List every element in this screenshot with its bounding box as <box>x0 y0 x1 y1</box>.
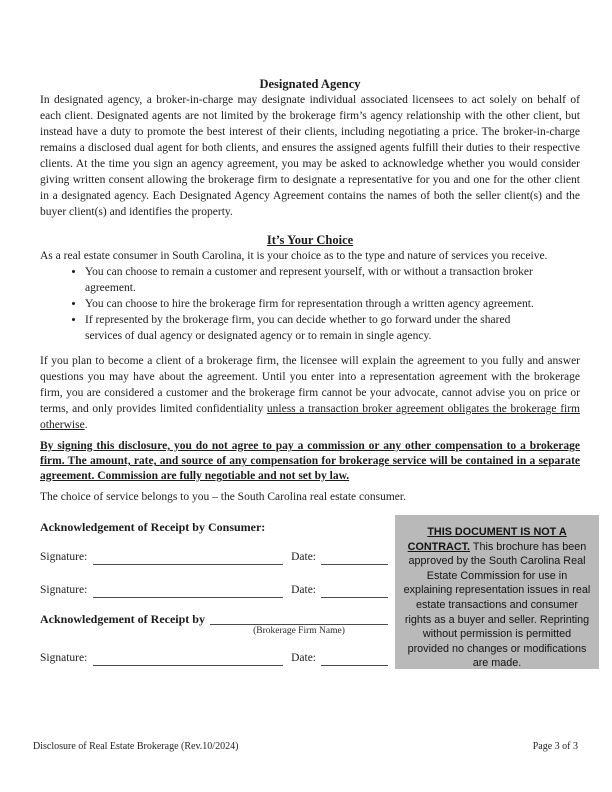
signature-row-consumer-2 <box>40 582 388 598</box>
paragraph-client-explanation-tail: . <box>84 419 88 431</box>
bullet-item-hire-firm: • You can choose to hire the brokerage firm for representation through a written agency agreement. <box>85 296 580 312</box>
acknowledgement-section <box>40 519 388 666</box>
date-label: Date: <box>291 652 316 664</box>
paragraph-designated-agency: In designated agency, a broker-in-charge may designate individual associated licensees to act solely on behalf of each client. Designated agents are not limited by the brokerage firm’s agency relationship with the other client, but instead have a duty to promote the best interest of their clients, including negotiating a price. The broker-in-charge remains a disclosed dual agent for both clients, and ensures the assigned agents fulfill their duties to their respective clients. At the time you sign an agency agreement, you may be asked to acknowledge whether you would consider giving written consent allowing the brokerage firm to designate a representative for you and one for the other client in a designated agency. Each Designated Agency Agreement contains the names of both the seller client(s) and the buyer client(s) and identifies the property. <box>40 94 580 218</box>
signature-row-firm <box>40 650 388 666</box>
signature-label: Signature: <box>40 551 88 563</box>
brokerage-firm-name-field <box>210 611 388 638</box>
paragraph-commission-disclosure: By signing this disclosure, you do not agree to pay a commission or any other compensation to a brokerage firm. The amount, rate, and source of any compensation for brokerage service will be contained in a separate agreement. Commission are fully negotiable and not set by law. <box>40 440 580 482</box>
bullet-item-representation: • If represented by the brokerage firm, you can decide whether to go forward under the shared services of dual agency or designated agency or to remain in single agency. <box>85 312 580 344</box>
footer-page-number: Page 3 of 3 <box>532 741 578 752</box>
section-heading-designated-agency: Designated Agency <box>259 77 361 91</box>
paragraph-choice-of-service: The choice of service belongs to you – the South Carolina real estate consumer. <box>40 491 406 503</box>
acknowledgement-firm-row <box>40 611 388 638</box>
date-line <box>321 551 388 565</box>
notice-body: This brochure has been approved by the South Carolina Real Estate Commission for use in explaining representation issues in real estate transactions and consumer rights as a buyer and seller. Reprinting without permission is permitted provided no changes or modifications are made. <box>403 540 591 670</box>
section-heading-its-your-choice: It’s Your Choice <box>266 233 354 247</box>
signature-row-consumer-1 <box>40 549 388 565</box>
footer-document-title: Disclosure of Real Estate Brokerage (Rev.10/2024) <box>33 741 239 752</box>
date-label: Date: <box>291 551 316 563</box>
notice-title: THIS DOCUMENT IS NOT A CONTRACT. <box>407 526 567 553</box>
paragraph-client-explanation-underlined: unless a transaction broker agreement obligates the brokerage firm otherwise <box>40 403 580 431</box>
brokerage-firm-name-caption: (Brokerage Firm Name) <box>253 626 345 636</box>
paragraph-client-explanation-main: If you plan to become a client of a brokerage firm, the licensee will explain the agreement to you fully and answer questions you may have about the agreement. Until you enter into a representation agreement with the brokerage firm, you are considered a customer and the brokerage firm cannot be your advocate, cannot advise you on price or terms, and only provides limited confidentiality <box>40 355 580 415</box>
signature-line <box>93 652 283 666</box>
signature-line <box>93 551 283 565</box>
paragraph-client-explanation <box>40 353 580 433</box>
bullet-item-customer: • You can choose to remain a customer and represent yourself, with or without a transaction broker agreement. <box>85 264 580 296</box>
page-footer <box>33 741 578 752</box>
choice-bullet-list <box>40 264 580 344</box>
acknowledgement-firm-title: Acknowledgement of Receipt by <box>40 612 205 626</box>
date-label: Date: <box>291 584 316 596</box>
date-line <box>321 652 388 666</box>
brokerage-firm-name-line <box>210 611 388 625</box>
date-line <box>321 584 388 598</box>
signature-label: Signature: <box>40 652 88 664</box>
signature-label: Signature: <box>40 584 88 596</box>
paragraph-choice-intro: As a real estate consumer in South Carolina, it is your choice as to the type and nature of services you receive. <box>40 250 548 262</box>
not-a-contract-notice-box <box>395 515 599 669</box>
acknowledgement-consumer-title: Acknowledgement of Receipt by Consumer: <box>40 520 266 534</box>
signature-line <box>93 584 283 598</box>
